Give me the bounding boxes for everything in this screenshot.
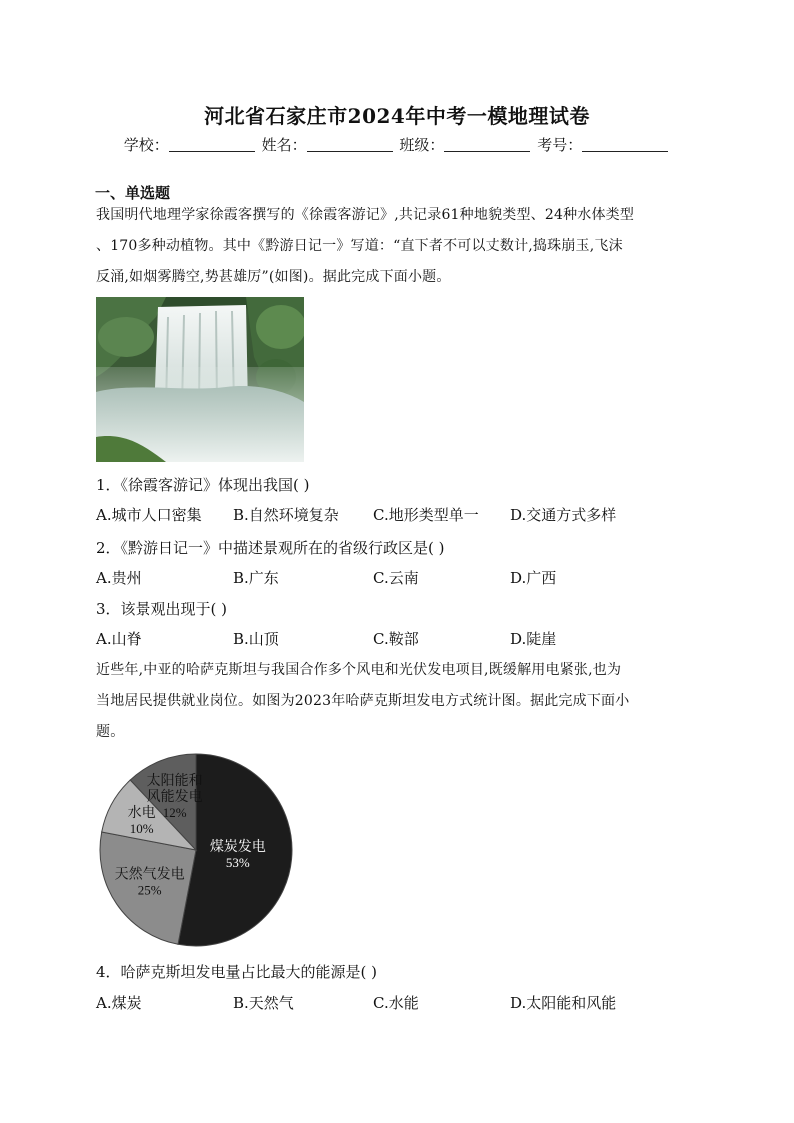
passage-1 [96, 200, 696, 293]
pie-slice-name-label: 水电 [127, 806, 156, 822]
pie-slice-value-label: 25% [137, 882, 162, 898]
question-4-option-a[interactable]: A.煤炭 [96, 994, 142, 1012]
question-1-option-d[interactable]: D.交通方式多样 [510, 506, 617, 524]
question-3-option-c[interactable]: C.鞍部 [373, 630, 419, 648]
passage-1-line: 反涌,如烟雾腾空,势甚雄厉”(如图)。据此完成下面小题。 [96, 269, 451, 285]
passage-1-line: 、170多种动植物。其中《黔游日记一》写道：“直下者不可以丈数计,捣珠崩玉,飞沫 [96, 238, 623, 254]
question-4-stem: 4．哈萨克斯坦发电量占比最大的能源是( ) [96, 963, 378, 981]
info-label-school: 学校： [123, 136, 169, 154]
pie-slice-name-label: 天然气发电 [114, 867, 185, 883]
number-blank [582, 137, 668, 152]
school-blank [169, 137, 255, 152]
question-2-option-c[interactable]: C.云南 [373, 569, 419, 587]
question-1-option-b[interactable]: B.自然环境复杂 [233, 506, 339, 524]
passage-2-line: 当地居民提供就业岗位。如图为2023年哈萨克斯坦发电方式统计图。据此完成下面小 [96, 693, 630, 709]
name-blank [307, 137, 393, 152]
power-generation-pie-chart [96, 750, 300, 950]
question-2-stem: 2．《黔游日记一》中描述景观所在的省级行政区是( ) [96, 539, 445, 557]
question-4-option-c[interactable]: C.水能 [373, 994, 419, 1012]
passage-1-line: 我国明代地理学家徐霞客撰写的《徐霞客游记》,共记录61种地貌类型、24种水体类型 [96, 207, 635, 223]
question-2-option-a[interactable]: A.贵州 [96, 569, 142, 587]
pie-slice-value-label: 10% [129, 821, 154, 837]
section-title: 一、单选题 [95, 184, 171, 202]
pie-slice-name-label: 太阳能和 [146, 774, 203, 790]
student-info-line [0, 134, 794, 155]
info-label-number: 考号： [537, 136, 583, 154]
question-1-option-c[interactable]: C.地形类型单一 [373, 506, 479, 524]
passage-2 [96, 655, 696, 748]
info-label-class: 班级： [399, 136, 445, 154]
passage-2-line: 题。 [96, 724, 125, 740]
pie-slice-name-label: 风能发电 [146, 790, 203, 806]
question-3-stem: 3．该景观出现于( ) [96, 600, 228, 618]
exam-title: 河北省石家庄市2024年中考一模地理试卷 [204, 104, 590, 128]
question-1-option-a[interactable]: A.城市人口密集 [96, 506, 202, 524]
question-3-option-d[interactable]: D.陡崖 [510, 630, 557, 648]
info-label-name: 姓名： [261, 136, 307, 154]
question-3-option-a[interactable]: A.山脊 [96, 630, 142, 648]
question-1-stem: 1．《徐霞客游记》体现出我国( ) [96, 476, 310, 494]
pie-slice-value-label: 53% [225, 854, 250, 870]
pie-slice-value-label: 12% [162, 805, 187, 821]
class-blank [444, 137, 530, 152]
question-4-option-d[interactable]: D.太阳能和风能 [510, 994, 617, 1012]
passage-2-line: 近些年,中亚的哈萨克斯坦与我国合作多个风电和光伏发电项目,既缓解用电紧张,也为 [96, 662, 622, 678]
question-4-option-b[interactable]: B.天然气 [233, 994, 294, 1012]
waterfall-photo [96, 297, 304, 462]
question-2-option-d[interactable]: D.广西 [510, 569, 557, 587]
pie-slice-name-label: 煤炭发电 [209, 839, 266, 855]
question-3-option-b[interactable]: B.山顶 [233, 630, 279, 648]
question-2-option-b[interactable]: B.广东 [233, 569, 279, 587]
